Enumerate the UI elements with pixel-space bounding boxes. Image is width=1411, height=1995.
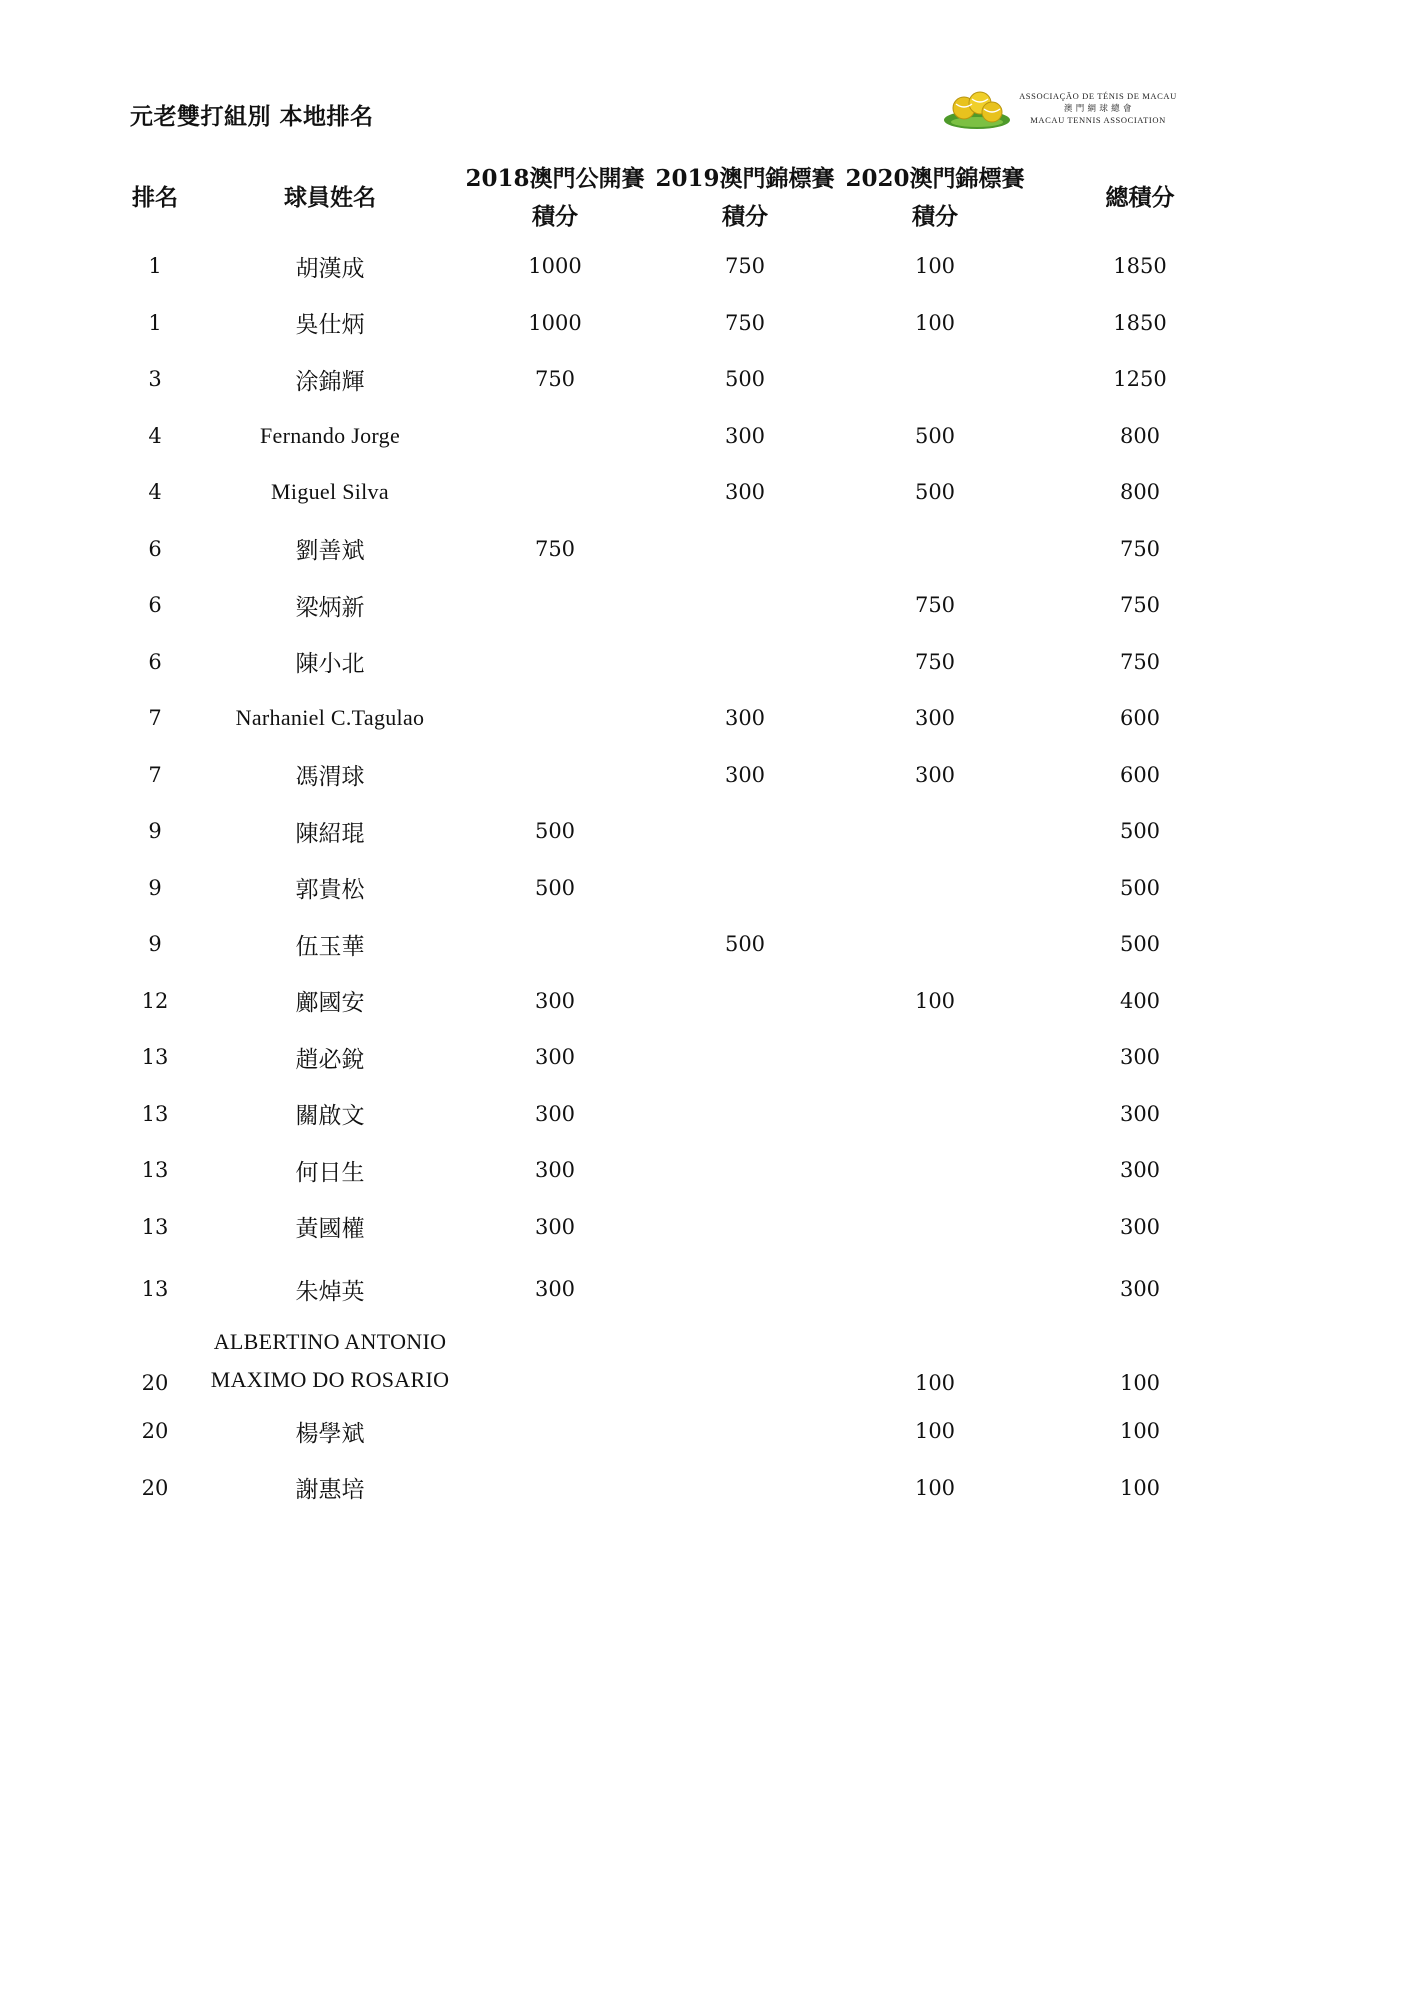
- rank-cell: 6: [148, 649, 162, 674]
- points-2019-cell: 750: [724, 254, 766, 279]
- player-name-cell: Fernando Jorge: [259, 422, 401, 448]
- points-2019-cell: [650, 803, 840, 860]
- table-row: [110, 634, 1250, 691]
- player-name-cell: 馮渭球: [295, 764, 365, 791]
- total-points-cell: 600: [1119, 706, 1161, 731]
- total-points-cell: 800: [1119, 480, 1161, 505]
- points-2019-cell: 300: [724, 762, 766, 787]
- total-points-cell: 300: [1119, 1158, 1161, 1183]
- player-name-cell: 鄺國安: [295, 990, 365, 1017]
- player-name-cell: 朱焯英: [295, 1278, 365, 1305]
- points-2020-cell: 100: [914, 254, 956, 279]
- points-2020-cell: [840, 803, 1030, 860]
- player-name-cell: 何日生: [295, 1159, 365, 1186]
- total-points-cell: 1850: [1113, 254, 1167, 279]
- points-2019-cell: [650, 973, 840, 1030]
- rank-cell: 20: [141, 1475, 169, 1500]
- points-2018-cell: [460, 1460, 650, 1517]
- total-points-cell: 750: [1119, 649, 1161, 674]
- points-2020-cell: 100: [914, 988, 956, 1013]
- points-2018-cell: 300: [534, 1277, 576, 1301]
- player-name-cell: 吳仕炳: [295, 312, 365, 339]
- table-row: [110, 860, 1250, 917]
- rank-cell: 1: [148, 254, 162, 279]
- rank-cell: 13: [141, 1158, 169, 1183]
- rank-cell: 13: [141, 1045, 169, 1070]
- points-2018-cell: 300: [534, 1158, 576, 1183]
- table-row: [110, 1255, 1250, 1323]
- points-2019-cell: 300: [724, 480, 766, 505]
- logo-line-english: MACAU TENNIS ASSOCIATION: [1030, 115, 1166, 125]
- rank-cell: 13: [141, 1277, 169, 1301]
- rank-cell: 7: [148, 706, 162, 731]
- points-2020-cell: 500: [914, 423, 956, 448]
- points-2019-cell: [650, 1460, 840, 1517]
- table-row: [110, 1086, 1250, 1143]
- header-2020-line2: 積分: [912, 203, 958, 230]
- points-2019-cell: 750: [724, 310, 766, 335]
- points-2020-cell: 750: [914, 593, 956, 618]
- table-row: [110, 1029, 1250, 1086]
- total-points-cell: 100: [1119, 1475, 1161, 1500]
- total-points-cell: 500: [1119, 819, 1161, 844]
- player-name-cell: 關啟文: [295, 1103, 365, 1130]
- table-row: [110, 464, 1250, 521]
- total-points-cell: 1250: [1113, 367, 1167, 392]
- table-row: [110, 1403, 1250, 1460]
- rank-cell: 20: [141, 1371, 169, 1395]
- player-name-cell: 謝惠培: [295, 1477, 365, 1504]
- table-row: [110, 803, 1250, 860]
- points-2018-cell: 300: [534, 988, 576, 1013]
- rank-cell: 9: [148, 932, 162, 957]
- player-name-line2: MAXIMO DO ROSARIO: [210, 1367, 450, 1392]
- table-row: [110, 916, 1250, 973]
- points-2020-cell: 300: [914, 762, 956, 787]
- logo-line-chinese: 澳 門 網 球 總 會: [1063, 103, 1133, 113]
- total-points-cell: 750: [1119, 593, 1161, 618]
- player-name-cell: 陳小北: [295, 651, 365, 678]
- points-2020-cell: [840, 1086, 1030, 1143]
- points-2020-cell: 300: [914, 706, 956, 731]
- total-points-cell: 100: [1119, 1419, 1161, 1444]
- rank-cell: 12: [141, 988, 169, 1013]
- player-name-cell: 伍玉華: [295, 933, 365, 960]
- total-points-cell: 500: [1119, 875, 1161, 900]
- points-2020-cell: 750: [914, 649, 956, 674]
- points-2018-cell: [460, 1323, 650, 1403]
- points-2019-cell: 500: [724, 367, 766, 392]
- points-2018-cell: [460, 577, 650, 634]
- points-2019-cell: [650, 577, 840, 634]
- points-2018-cell: 500: [534, 875, 576, 900]
- points-2020-cell: 100: [914, 1371, 956, 1395]
- table-row: [110, 295, 1250, 352]
- header-2019-championship-points: [650, 158, 840, 238]
- table-row: [110, 1199, 1250, 1256]
- header-2020-championship-points: [840, 158, 1030, 238]
- points-2018-cell: 750: [534, 367, 576, 392]
- rank-cell: 6: [148, 536, 162, 561]
- points-2018-cell: 300: [534, 1214, 576, 1239]
- ranking-table: [110, 158, 1250, 1516]
- table-row: [110, 351, 1250, 408]
- points-2018-cell: [460, 634, 650, 691]
- header-rank: 排名: [132, 184, 178, 211]
- rank-cell: 3: [148, 367, 162, 392]
- table-row: [110, 238, 1250, 295]
- points-2019-cell: 300: [724, 423, 766, 448]
- table-row: [110, 1460, 1250, 1517]
- table-row: [110, 747, 1250, 804]
- points-2020-cell: [840, 521, 1030, 578]
- points-2019-cell: 300: [724, 706, 766, 731]
- rank-cell: 13: [141, 1214, 169, 1239]
- points-2019-cell: [650, 634, 840, 691]
- points-2018-cell: 300: [534, 1045, 576, 1070]
- rank-cell: 20: [141, 1419, 169, 1444]
- total-points-cell: 300: [1119, 1277, 1161, 1301]
- player-name-cell: Miguel Silva: [271, 479, 389, 505]
- player-name-cell: 郭貴松: [295, 877, 365, 904]
- points-2020-cell: [840, 1029, 1030, 1086]
- header-2020-line1: 2020澳門錦標賽: [845, 165, 1025, 192]
- table-row: [110, 1323, 1250, 1403]
- points-2020-cell: 100: [914, 1475, 956, 1500]
- rank-cell: 9: [148, 875, 162, 900]
- points-2020-cell: [840, 1142, 1030, 1199]
- header-2018-line1: 2018澳門公開賽: [465, 165, 645, 192]
- points-2019-cell: [650, 1403, 840, 1460]
- points-2020-cell: 500: [914, 480, 956, 505]
- points-2018-cell: 1000: [528, 310, 582, 335]
- header-2018-open-points: [460, 158, 650, 238]
- player-name-cell: 梁炳新: [295, 594, 365, 621]
- association-logo: [942, 88, 1182, 130]
- page-title: 元老雙打組別 本地排名: [130, 103, 374, 130]
- points-2019-cell: 500: [724, 932, 766, 957]
- points-2018-cell: [460, 408, 650, 465]
- player-name-cell: 趙必銳: [295, 1046, 365, 1073]
- player-name-cell: 黃國權: [295, 1216, 365, 1243]
- total-points-cell: 800: [1119, 423, 1161, 448]
- player-name-line1: ALBERTINO ANTONIO: [213, 1329, 447, 1354]
- points-2018-cell: [460, 916, 650, 973]
- points-2019-cell: [650, 860, 840, 917]
- table-row: [110, 690, 1250, 747]
- player-name-cell: 涂錦輝: [295, 368, 365, 395]
- points-2018-cell: 1000: [528, 254, 582, 279]
- rank-cell: 7: [148, 762, 162, 787]
- header-row: [110, 158, 1250, 238]
- points-2018-cell: 500: [534, 819, 576, 844]
- header-2019-line2: 積分: [722, 203, 768, 230]
- total-points-cell: 300: [1119, 1214, 1161, 1239]
- total-points-cell: 600: [1119, 762, 1161, 787]
- points-2020-cell: 100: [914, 1419, 956, 1444]
- player-name-cell: 劉善斌: [295, 538, 365, 565]
- player-name-cell: 胡漢成: [295, 255, 365, 282]
- table-row: [110, 1142, 1250, 1199]
- rank-cell: 13: [141, 1101, 169, 1126]
- tennis-balls-logo-icon: [942, 88, 1012, 130]
- points-2019-cell: [650, 1199, 840, 1256]
- points-2019-cell: [650, 1086, 840, 1143]
- header-2019-line1: 2019澳門錦標賽: [655, 165, 835, 192]
- table-row: [110, 408, 1250, 465]
- points-2018-cell: [460, 690, 650, 747]
- total-points-cell: 750: [1119, 536, 1161, 561]
- points-2019-cell: [650, 1255, 840, 1323]
- table-row: [110, 521, 1250, 578]
- points-2019-cell: [650, 521, 840, 578]
- points-2019-cell: [650, 1323, 840, 1403]
- points-2020-cell: [840, 351, 1030, 408]
- header-total-points: 總積分: [1105, 184, 1175, 211]
- rank-cell: 1: [148, 310, 162, 335]
- points-2018-cell: 300: [534, 1101, 576, 1126]
- points-2020-cell: [840, 1255, 1030, 1323]
- rank-cell: 9: [148, 819, 162, 844]
- player-name-cell: 陳紹琨: [295, 820, 365, 847]
- total-points-cell: 500: [1119, 932, 1161, 957]
- logo-line-portuguese: ASSOCIAÇÃO DE TÉNIS DE MACAU: [1019, 91, 1177, 101]
- points-2020-cell: [840, 916, 1030, 973]
- player-name-cell: Narhaniel C.Tagulao: [235, 705, 425, 731]
- points-2020-cell: 100: [914, 310, 956, 335]
- points-2018-cell: [460, 747, 650, 804]
- rank-cell: 4: [148, 423, 162, 448]
- points-2018-cell: 750: [534, 536, 576, 561]
- header-2018-line2: 積分: [532, 203, 578, 230]
- total-points-cell: 300: [1119, 1101, 1161, 1126]
- total-points-cell: 1850: [1113, 310, 1167, 335]
- player-name-cell: [200, 1323, 460, 1403]
- player-name-cell: 楊學斌: [295, 1420, 365, 1447]
- points-2020-cell: [840, 1199, 1030, 1256]
- rank-cell: 4: [148, 480, 162, 505]
- total-points-cell: 100: [1119, 1371, 1161, 1395]
- points-2019-cell: [650, 1142, 840, 1199]
- total-points-cell: 400: [1119, 988, 1161, 1013]
- header-player-name: 球員姓名: [284, 184, 376, 211]
- points-2018-cell: [460, 464, 650, 521]
- table-row: [110, 577, 1250, 634]
- table-row: [110, 973, 1250, 1030]
- points-2019-cell: [650, 1029, 840, 1086]
- points-2020-cell: [840, 860, 1030, 917]
- points-2018-cell: [460, 1403, 650, 1460]
- total-points-cell: 300: [1119, 1045, 1161, 1070]
- rank-cell: 6: [148, 593, 162, 618]
